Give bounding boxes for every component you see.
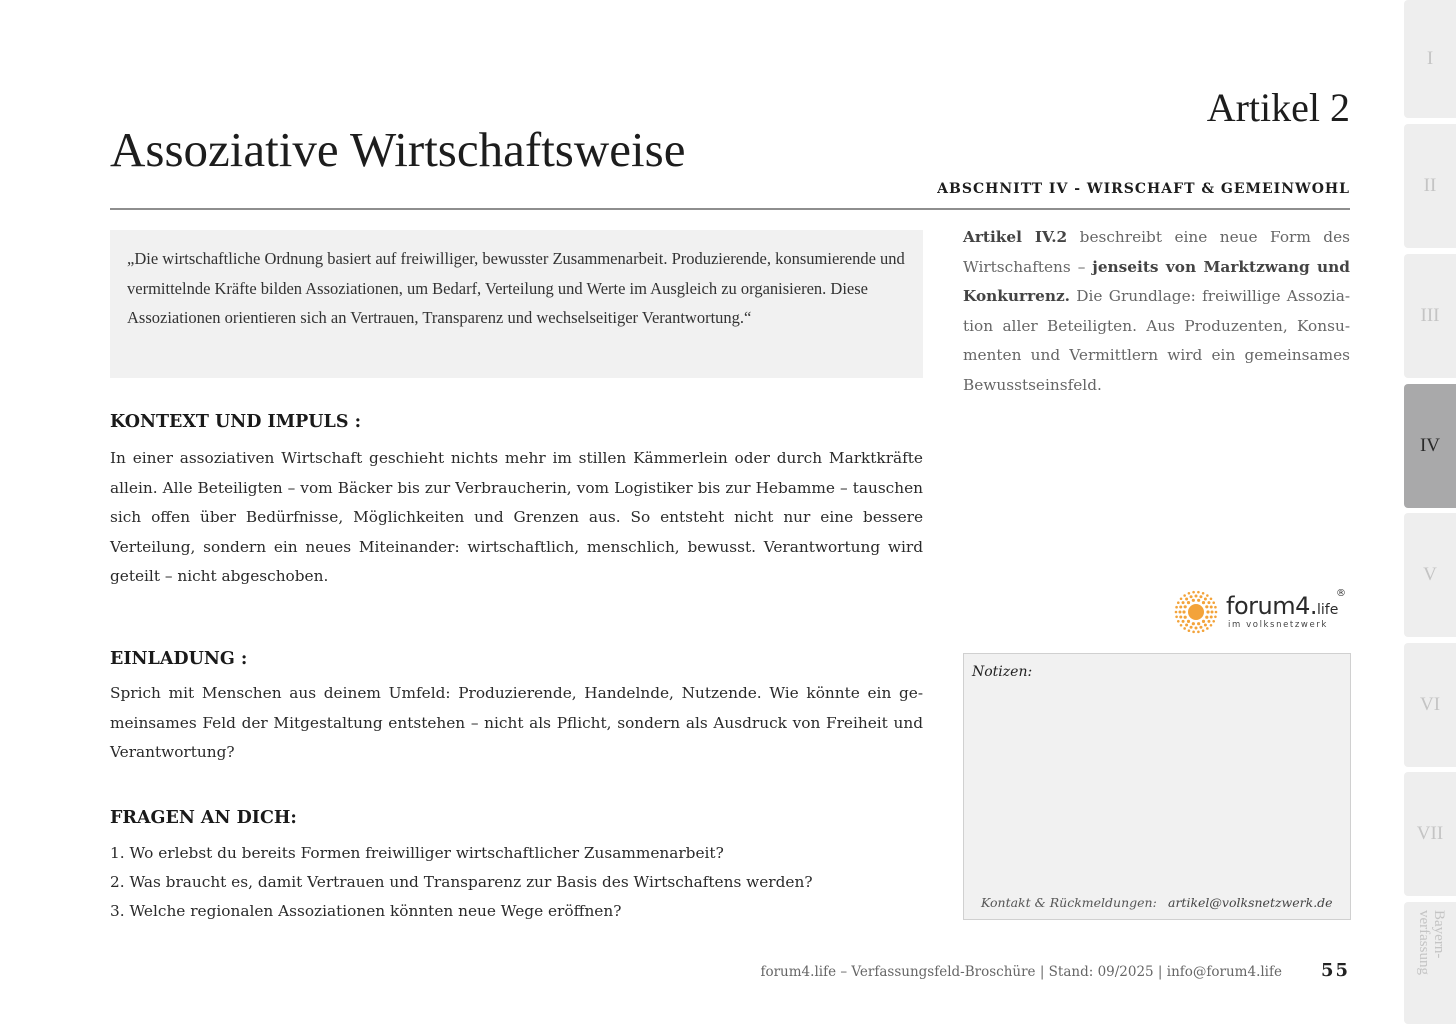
summary-article-ref: Artikel IV.2 [963,228,1068,246]
article-number: Artikel 2 [1206,85,1350,130]
summary-text-1: beschreibt eine neue Form des Wirtschaftens – [963,228,1351,276]
footer-text: forum4.life – Verfassungsfeld-Broschüre | Stand: 09/2025 | info@forum4.life [760,964,1282,980]
einladung-heading: EINLADUNG : [110,649,248,669]
fragen-list [110,839,923,926]
logo-tagline: im volksnetzwerk [1228,620,1328,630]
tab-section-ii[interactable]: II [1404,124,1456,248]
kontext-text: In einer assoziativen Wirtschaft geschieht nichts mehr im stillen Kämmerlein oder durch Marktkräfte allein. Alle Beteiligten – vom Bäcker bis zur Verbraucherin, vom Logistiker bis zur Hebamme – tauschen sich offen über Bedürfnisse, Möglichkeiten und Grenzen aus. So entsteht nicht nur eine bessere Verteilung, sondern ein neues Miteinander: wirtschaftlich, menschlich, bewusst. Verantwortung wird geteilt – nicht abgeschoben. [110,449,923,585]
tab-bayernverfassung[interactable] [1404,902,1456,1024]
tab-section-iii[interactable]: III [1404,254,1456,378]
summary-emphasis: jenseits von Marktzwang und Konkurrenz. [963,257,1350,305]
registered-mark: ® [1336,588,1346,599]
page-number: 55 [1321,960,1351,981]
article-summary [963,223,1350,400]
fragen-item: 1. Wo erlebst du bereits Formen freiwilliger wirtschaftlicher Zusammenarbeit? [110,844,724,862]
contact-label: Kontakt & Rückmeldungen: [981,895,1157,910]
quote-text: „Die wirtschaftliche Ordnung basiert auf freiwilliger, bewusster Zusammenarbeit. Produzierende, konsumierende und vermittelnde Kräfte bilden Assoziationen, um Bedarf, Verteilung und Werte im Ausgleich zu organisieren. Diese Assoziationen orientieren sich an Vertrauen, Transparenz und wechselseitiger Verantwortung.“ [127,249,905,327]
einladung-text: Sprich mit Menschen aus deinem Umfeld: Produzierende, Handelnde, Nutzende. Wie könnte ein gemeinsames Feld der Mitgestaltung entstehen – nicht als Pflicht, sondern als Ausdruck von Freiheit und Verantwortung? [110,684,923,761]
notes-label: Notizen: [972,664,1033,680]
header-divider [110,208,1350,210]
logo-suffix: life [1317,602,1339,618]
page-title: Assoziative Wirtschaftsweise [110,122,686,177]
forum4-logo[interactable] [1172,588,1352,636]
quote-box [110,230,923,378]
section-label: ABSCHNITT IV - WIRSCHAFT & GEMEINWOHL [937,181,1350,197]
notes-box[interactable] [963,653,1351,920]
tab-bayernverfassung-label: Bayern- verfassung [1416,910,1447,975]
section-tabs [1404,0,1456,1024]
tab-section-vii[interactable]: VII [1404,772,1456,896]
fragen-heading: FRAGEN AN DICH: [110,808,297,828]
tab-section-v[interactable]: V [1404,513,1456,637]
fragen-item: 2. Was braucht es, damit Vertrauen und Transparenz zur Basis des Wirtschaftens werden? [110,873,813,891]
tab-section-iv[interactable]: IV [1404,384,1456,508]
contact-email[interactable]: artikel@volksnetzwerk.de [1168,895,1333,910]
tab-section-i[interactable]: I [1404,0,1456,118]
logo-wordmark [1226,592,1338,620]
logo-name: forum4. [1226,592,1317,620]
summary-text-2: Die Grundlage: freiwillige Assoziation aller Beteiligten. Aus Produzenten, Konsumenten und Vermittlern wird ein gemeinsames Bewusstseinsfeld. [963,287,1350,394]
tab-section-vi[interactable]: VI [1404,643,1456,767]
sun-icon [1174,590,1218,634]
fragen-item: 3. Welche regionalen Assoziationen könnten neue Wege eröffnen? [110,902,622,920]
kontext-heading: KONTEXT UND IMPULS : [110,412,362,432]
